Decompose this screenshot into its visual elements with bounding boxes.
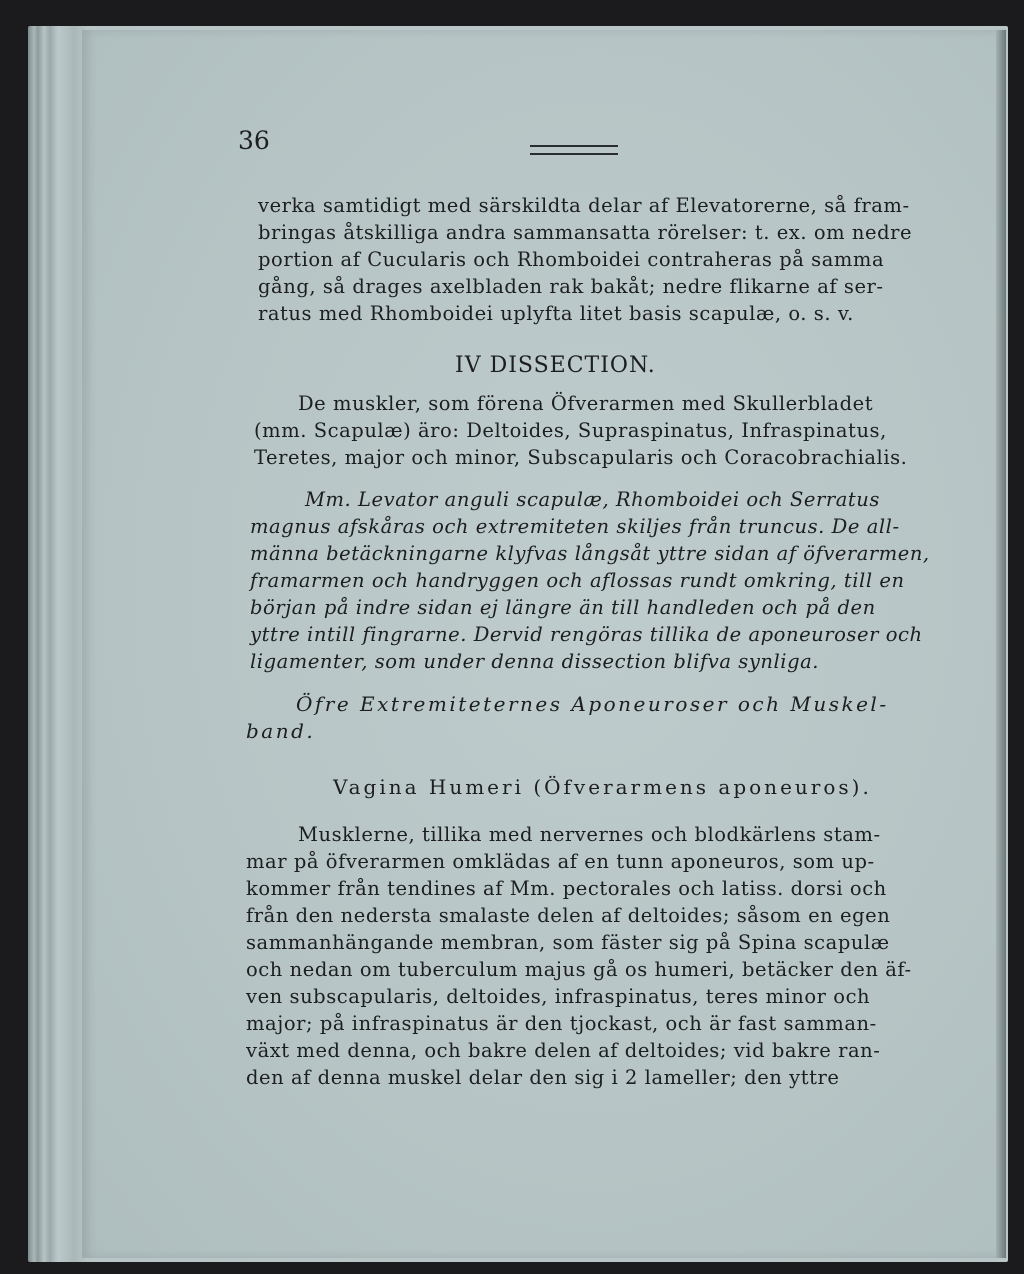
- text-line: ratus med Rhomboidei uplyfta litet basis scapulæ, o. s. v.: [258, 302, 854, 325]
- text-line: major; på infraspinatus är den tjockast, och är fast samman-: [246, 1012, 877, 1035]
- text-line: (mm. Scapulæ) äro: Deltoides, Supraspinatus, Infraspinatus,: [254, 419, 887, 442]
- italic-line: ligamenter, som under denna dissection blifva synliga.: [250, 650, 820, 673]
- text-line: De muskler, som förena Öfverarmen med Skullerbladet: [298, 392, 874, 415]
- text-line: gång, så drages axelbladen rak bakåt; nedre flikarne af ser-: [258, 275, 884, 298]
- italic-line: yttre intill fingrarne. Dervid rengöras tillika de aponeuroser och: [250, 623, 923, 646]
- text-line: ven subscapularis, deltoides, infraspinatus, teres minor och: [246, 985, 871, 1008]
- italic-line: framarmen och handryggen och aflossas rundt omkring, till en: [250, 569, 905, 592]
- text-line: från den nedersta smalaste delen af deltoides; såsom en egen: [246, 904, 891, 927]
- section-heading: IV DISSECTION.: [455, 353, 656, 378]
- italic-heading: band.: [246, 719, 316, 743]
- text-line: mar på öfverarmen omklädas af en tunn aponeuros, som up-: [246, 850, 875, 873]
- page-number: 36: [238, 126, 270, 155]
- italic-line: Mm. Levator anguli scapulæ, Rhomboidei och Serratus: [305, 488, 880, 511]
- text-line: bringas åtskilliga andra sammansatta rörelser: t. ex. om nedre: [258, 221, 913, 244]
- text-line: och nedan om tuberculum majus gå os humeri, betäcker den äf-: [246, 958, 912, 981]
- italic-line: magnus afskåras och extremiteten skiljes från truncus. De all-: [250, 515, 900, 538]
- text-line: portion af Cucularis och Rhomboidei contraheras på samma: [258, 248, 885, 271]
- text-line: sammanhängande membran, som fäster sig på Spina scapulæ: [246, 931, 890, 954]
- text-line: Teretes, major och minor, Subscapularis och Coracobrachialis.: [254, 446, 908, 469]
- header-rule: [530, 145, 618, 155]
- text-line: växt med denna, och bakre delen af deltoides; vid bakre ran-: [246, 1039, 881, 1062]
- italic-heading: Öfre Extremiteternes Aponeuroser och Muskel-: [296, 692, 889, 716]
- text-line: kommer från tendines af Mm. pectorales och latiss. dorsi och: [246, 877, 887, 900]
- sub-heading: Vagina Humeri (Öfverarmens aponeuros).: [333, 775, 872, 799]
- text-line: verka samtidigt med särskildta delar af Elevatorerne, så fram-: [258, 194, 910, 217]
- italic-line: början på indre sidan ej längre än till handleden och på den: [250, 596, 876, 619]
- page-right-edge: [996, 30, 1006, 1258]
- text-line: den af denna muskel delar den sig i 2 lameller; den yttre: [246, 1066, 840, 1089]
- text-line: Musklerne, tillika med nervernes och blodkärlens stam-: [298, 823, 881, 846]
- italic-line: männa betäckningarne klyfvas långsåt yttre sidan af öfverarmen,: [250, 542, 930, 565]
